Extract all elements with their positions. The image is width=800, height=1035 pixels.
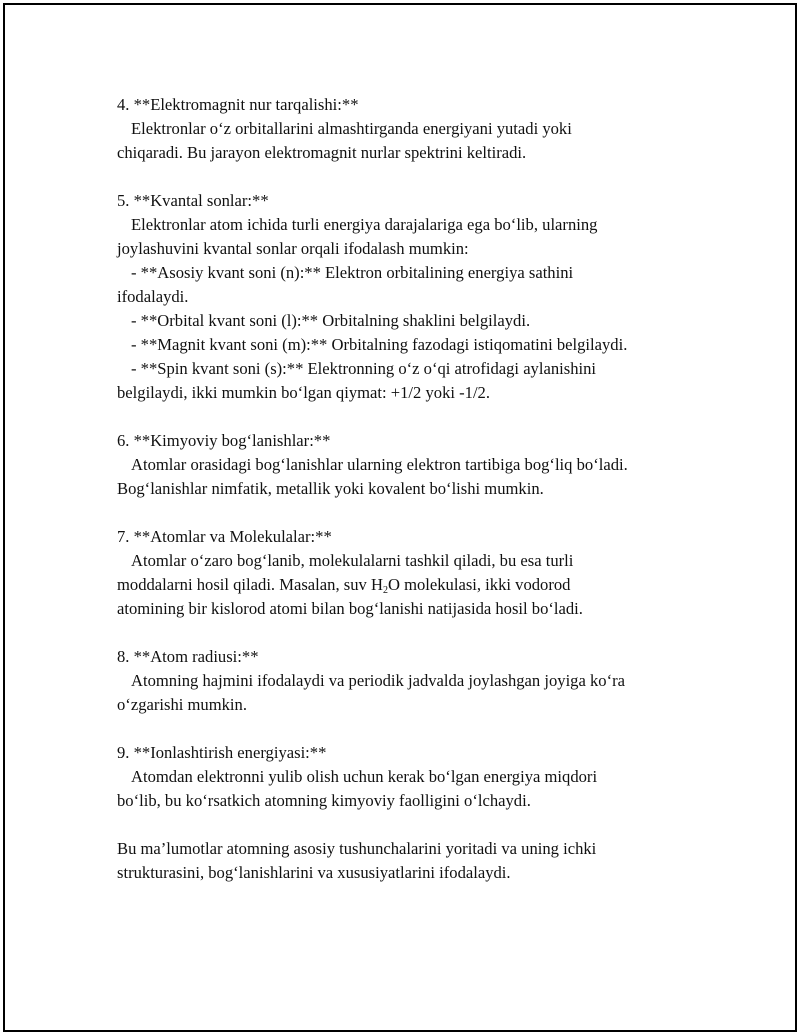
section-5-line-1: Elektronlar atom ichida turli energiya darajalariga ega bo‘lib, ularning [131,215,598,234]
section-5-bullet-s: - **Spin kvant soni (s):** Elektronning o‘z o‘qi atrofidagi aylanishini [131,359,597,378]
conclusion-line-1: Bu ma’lumotlar atomning asosiy tushunchalarini yoritadi va uning ichki [117,839,597,858]
section-4-line-2: chiqaradi. Bu jarayon elektromagnit nurlar spektrini keltiradi. [117,143,527,162]
conclusion-line-2: strukturasini, bog‘lanishlarini va xususiyatlarini ifodalaydi. [117,863,511,882]
section-8-line-1: Atomning hajmini ifodalaydi va periodik jadvalda joylashgan joyiga ko‘ra [131,671,626,690]
section-5-heading: 5. **Kvantal sonlar:** [117,191,269,210]
section-7-line-2-text: moddalarni hosil qiladi. Masalan, suv [117,575,367,594]
section-4-heading: 4. **Elektromagnit nur tarqalishi:** [117,95,359,114]
section-5-bullet-m: - **Magnit kvant soni (m):** Orbitalning fazodagi istiqomatini belgilaydi. [131,335,628,354]
water-formula-subscript: 2 [382,585,388,596]
section-6-line-2: Bog‘lanishlar nimfatik, metallik yoki kovalent bo‘lishi mumkin. [117,479,544,498]
water-formula [371,575,571,594]
section-5-bullet-l: - **Orbital kvant soni (l):** Orbitalning shaklini belgilaydi. [131,311,531,330]
document-body [117,93,697,885]
section-6-line-1: Atomlar orasidagi bog‘lanishlar ularning elektron tartibiga bog‘liq bo‘ladi. [131,455,628,474]
section-8-line-2: o‘zgarishi mumkin. [117,695,247,714]
section-7-line-2-rest: O molekulasi, ikki vodorod [387,575,571,594]
section-9-line-2: bo‘lib, bu ko‘rsatkich atomning kimyoviy faolligini o‘lchaydi. [117,791,531,810]
section-7-line-3: atomining bir kislorod atomi bilan bog‘lanishi natijasida hosil bo‘ladi. [117,599,583,618]
water-formula-h: H [370,575,383,594]
section-4-line-1: Elektronlar o‘z orbitallarini almashtirganda energiyani yutadi yoki [131,119,572,138]
section-6-heading: 6. **Kimyoviy bog‘lanishlar:** [117,431,331,450]
section-5-bullet-s-cont: belgilaydi, ikki mumkin bo‘lgan qiymat: +1/2 yoki -1/2. [117,383,491,402]
section-9-heading: 9. **Ionlashtirish energiyasi:** [117,743,327,762]
section-7-line-1: Atomlar o‘zaro bog‘lanib, molekulalarni tashkil qiladi, bu esa turli [131,551,574,570]
section-7-heading: 7. **Atomlar va Molekulalar:** [117,527,332,546]
section-5-bullet-n: - **Asosiy kvant soni (n):** Elektron orbitalining energiya sathini [131,263,574,282]
section-8-heading: 8. **Atom radiusi:** [117,647,259,666]
section-7-line-2 [117,573,697,597]
section-5-bullet-n-cont: ifodalaydi. [117,287,189,306]
section-9-line-1: Atomdan elektronni yulib olish uchun kerak bo‘lgan energiya miqdori [131,767,598,786]
section-5-line-2: joylashuvini kvantal sonlar orqali ifodalash mumkin: [117,239,469,258]
